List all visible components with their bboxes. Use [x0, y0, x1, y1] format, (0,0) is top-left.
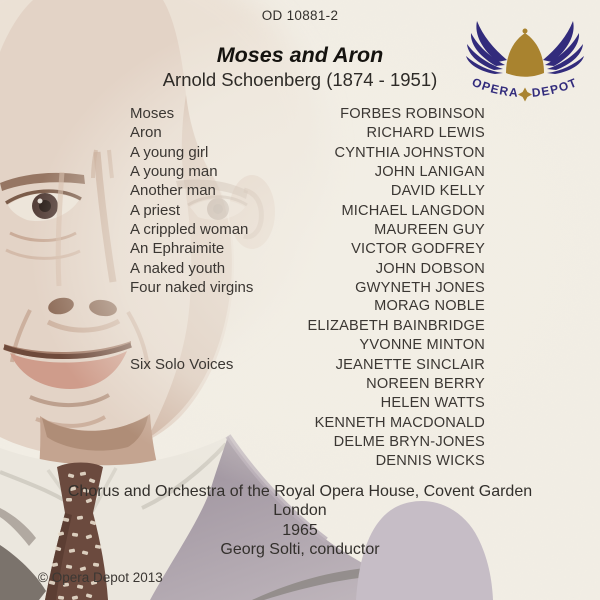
- album-title: Moses and Aron: [216, 43, 384, 67]
- cast-role: A crippled woman: [130, 221, 249, 239]
- cast-row: [130, 143, 485, 162]
- copyright-notice: © Opera Depot 2013: [38, 570, 163, 585]
- cast-name: VICTOR GODFREY: [351, 241, 485, 258]
- catalog-number: OD 10881-2: [261, 8, 339, 23]
- ensemble-line: Chorus and Orchestra of the Royal Opera House, Covent Garden: [67, 483, 533, 500]
- cast-name: ELIZABETH BAINBRIDGE: [307, 317, 485, 334]
- cast-role: A priest: [130, 201, 181, 219]
- conductor-line: Georg Solti, conductor: [220, 540, 380, 558]
- cast-row: [130, 433, 485, 452]
- cast-role: Moses: [130, 105, 175, 122]
- cast-name: CYNTHIA JOHNSTON: [334, 144, 485, 161]
- cast-name: MORAG NOBLE: [374, 298, 485, 315]
- cast-row: [130, 414, 485, 433]
- logo-brand-left: OPERA: [470, 74, 520, 100]
- cast-row: [130, 259, 485, 278]
- cast-row: [130, 239, 485, 258]
- cast-role: A young girl: [130, 143, 209, 161]
- performance-credits: [0, 482, 600, 559]
- cast-row: [130, 123, 485, 142]
- cast-row: [130, 201, 485, 220]
- cast-list: [130, 104, 485, 472]
- cast-row: [130, 452, 485, 471]
- cast-row: [130, 317, 485, 336]
- cast-row: [130, 375, 485, 394]
- cast-role: Four naked virgins: [130, 279, 254, 297]
- logo-brand-right: DEPOT: [531, 75, 580, 100]
- cast-name: KENNETH MACDONALD: [314, 414, 485, 431]
- cast-name: GWYNETH JONES: [355, 280, 485, 297]
- cast-name: DENNIS WICKS: [375, 453, 485, 470]
- cast-name: MAUREEN GUY: [374, 222, 485, 239]
- cast-name: RICHARD LEWIS: [366, 125, 485, 142]
- cast-role: Another man: [130, 182, 216, 200]
- cast-name: JEANETTE SINCLAIR: [335, 357, 485, 374]
- cast-name: JOHN LANIGAN: [374, 164, 485, 181]
- dome-tip: [523, 29, 528, 34]
- cast-row: [130, 220, 485, 239]
- cast-row: [130, 278, 485, 297]
- year-line: 1965: [282, 521, 318, 539]
- cast-role: A naked youth: [130, 259, 226, 277]
- cast-row: [130, 181, 485, 200]
- cast-name: DELME BRYN-JONES: [333, 433, 485, 450]
- cast-name: YVONNE MINTON: [359, 337, 485, 354]
- cast-name: FORBES ROBINSON: [340, 106, 485, 122]
- cast-name: NOREEN BERRY: [366, 375, 485, 392]
- cast-name: JOHN DOBSON: [375, 260, 485, 277]
- cast-name: DAVID KELLY: [390, 183, 485, 200]
- cast-role: A young man: [130, 163, 218, 181]
- cast-row: [130, 297, 485, 316]
- cast-role: An Ephraimite: [130, 240, 225, 258]
- cast-row: [130, 162, 485, 181]
- composer-line: Arnold Schoenberg (1874 - 1951): [162, 69, 438, 90]
- cast-row: [130, 394, 485, 413]
- cast-role: Aron: [130, 124, 162, 142]
- cast-row: [130, 355, 485, 374]
- cast-row: [130, 104, 485, 123]
- cast-name: HELEN WATTS: [380, 395, 485, 412]
- city-line: London: [273, 502, 327, 520]
- cast-name: MICHAEL LANGDON: [341, 202, 485, 219]
- cast-row: [130, 336, 485, 355]
- cast-role: Six Solo Voices: [130, 356, 234, 374]
